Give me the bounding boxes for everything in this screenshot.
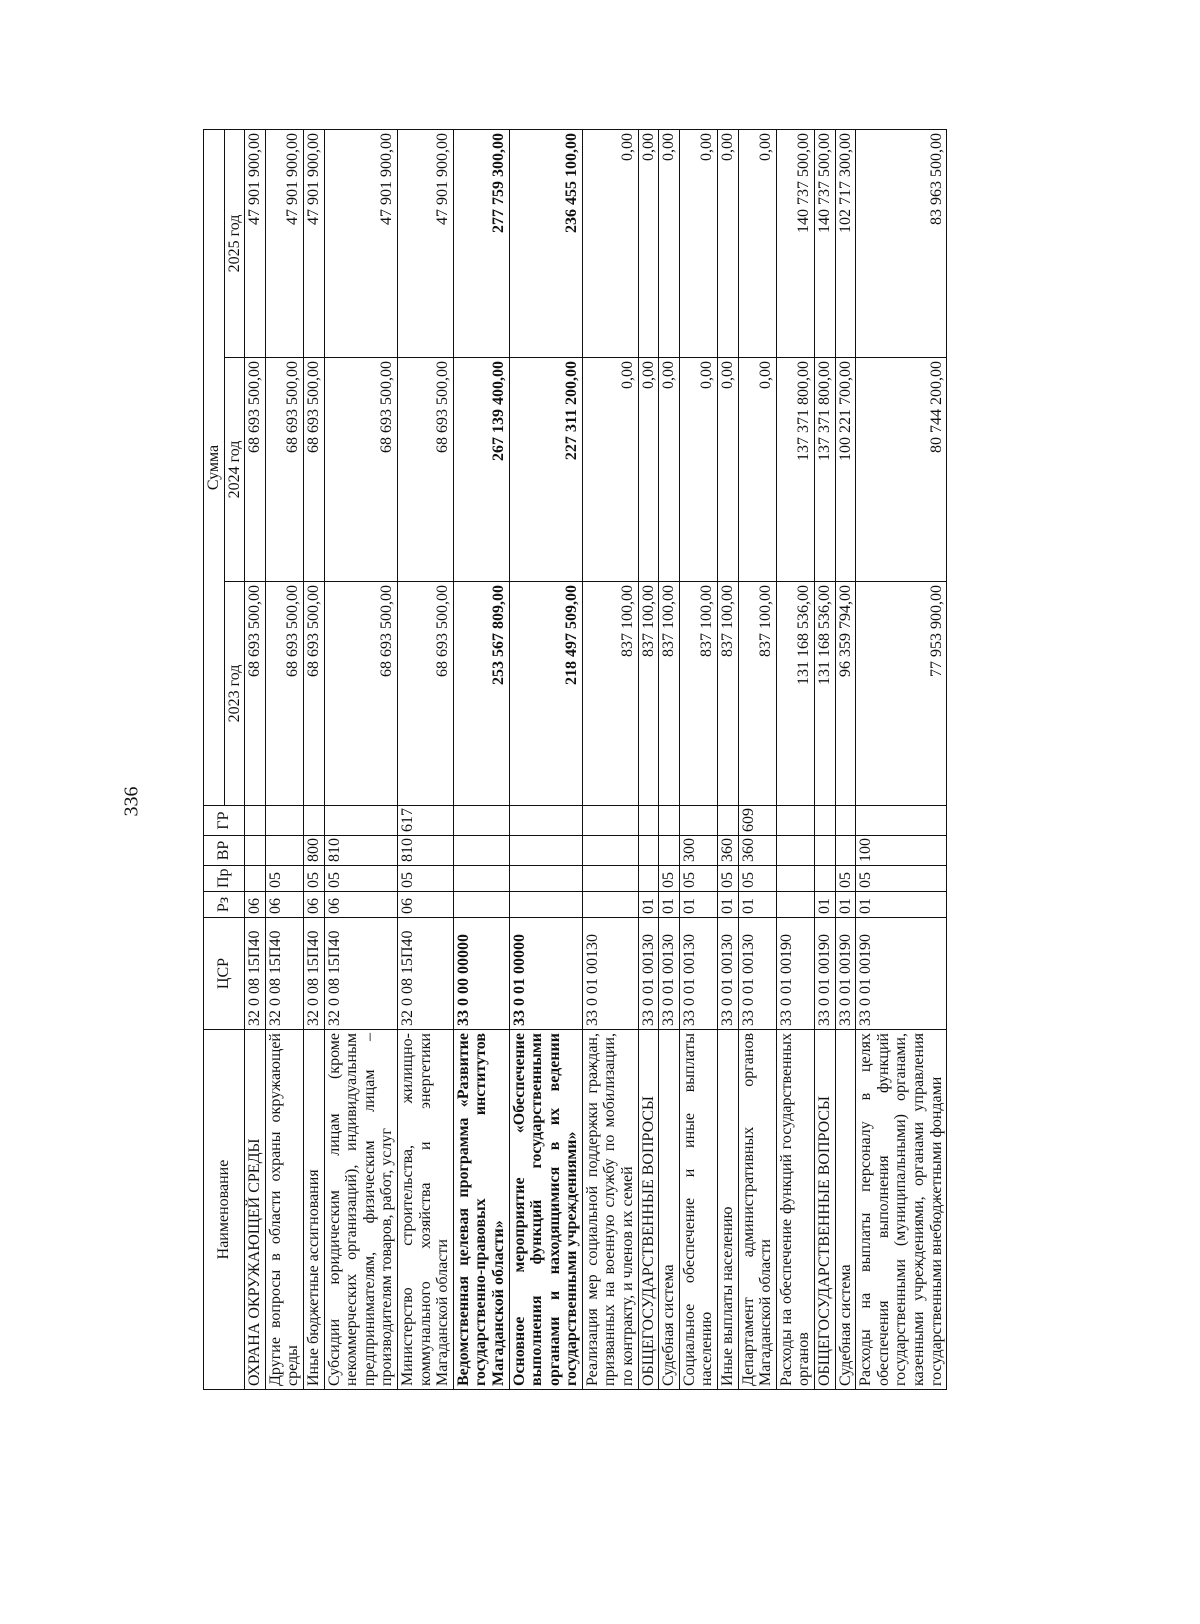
cell-csr: 32 0 08 15П40 — [245, 918, 266, 1030]
table-row — [324, 130, 397, 1390]
cell-rz: 01 — [638, 892, 659, 918]
cell-name: Судебная система — [659, 1030, 680, 1390]
cell-2025: 236 455 100,00 — [509, 130, 582, 358]
header-rz: Рз — [204, 892, 245, 918]
cell-gr — [835, 806, 856, 836]
cell-2023: 837 100,00 — [659, 582, 680, 806]
cell-2024: 0,00 — [582, 358, 638, 582]
cell-vr — [582, 836, 638, 866]
cell-csr: 33 0 01 00130 — [638, 918, 659, 1030]
cell-name: Министерство строительства, жилищно-коммунального хозяйства и энергетики Магаданской области — [397, 1030, 453, 1390]
cell-gr — [776, 806, 814, 836]
cell-csr: 33 0 01 00190 — [776, 918, 814, 1030]
cell-2025: 0,00 — [679, 130, 717, 358]
table-row — [509, 130, 582, 1390]
cell-2023: 837 100,00 — [679, 582, 717, 806]
cell-gr: 617 — [397, 806, 453, 836]
cell-pr: 05 — [303, 866, 324, 892]
cell-name: Субсидии юридическим лицам (кроме некоммерческих организаций), индивидуальным предпринимателям, физическим лицам – производителям товаров, работ, услуг — [324, 1030, 397, 1390]
cell-name: Основное мероприятие «Обеспечение выполнения функций государственными органами и находящимися в их ведении государственными учреждениями» — [509, 1030, 582, 1390]
cell-gr — [679, 806, 717, 836]
cell-csr: 33 0 01 00130 — [659, 918, 680, 1030]
cell-gr — [509, 806, 582, 836]
cell-pr: 05 — [856, 866, 947, 892]
cell-name: Расходы на выплаты персоналу в целях обеспечения выполнения функций государственными (муниципальными) органами, казенными учреждениями, органами управления государственными внебюджетными фондами — [856, 1030, 947, 1390]
cell-pr: 05 — [835, 866, 856, 892]
cell-vr: 800 — [303, 836, 324, 866]
cell-name: Ведомственная целевая программа «Развитие государственно-правовых институтов Магаданской области» — [453, 1030, 509, 1390]
cell-2023: 68 693 500,00 — [397, 582, 453, 806]
header-pr: Пр — [204, 866, 245, 892]
table-row — [776, 130, 814, 1390]
cell-gr — [582, 806, 638, 836]
cell-2024: 137 371 800,00 — [815, 358, 836, 582]
table-row — [856, 130, 947, 1390]
cell-pr — [776, 866, 814, 892]
cell-2025: 277 759 300,00 — [453, 130, 509, 358]
header-gr: ГР — [204, 806, 245, 836]
cell-2024: 68 693 500,00 — [265, 358, 303, 582]
cell-pr — [453, 866, 509, 892]
cell-2024: 100 221 700,00 — [835, 358, 856, 582]
cell-rz: 01 — [718, 892, 739, 918]
table-row — [659, 130, 680, 1390]
cell-gr: 609 — [738, 806, 776, 836]
cell-vr: 300 — [679, 836, 717, 866]
table-body — [245, 130, 947, 1390]
cell-2025: 47 901 900,00 — [324, 130, 397, 358]
cell-csr: 32 0 08 15П40 — [397, 918, 453, 1030]
cell-2023: 837 100,00 — [738, 582, 776, 806]
cell-2025: 0,00 — [718, 130, 739, 358]
cell-pr: 05 — [659, 866, 680, 892]
cell-pr — [638, 866, 659, 892]
table-row — [265, 130, 303, 1390]
table-row — [453, 130, 509, 1390]
cell-2025: 0,00 — [638, 130, 659, 358]
table-row — [815, 130, 836, 1390]
header-row — [204, 130, 225, 1390]
cell-name: Иные бюджетные ассигнования — [303, 1030, 324, 1390]
cell-csr: 32 0 08 15П40 — [303, 918, 324, 1030]
cell-vr — [659, 836, 680, 866]
table-row — [582, 130, 638, 1390]
cell-vr — [245, 836, 266, 866]
cell-2023: 96 359 794,00 — [835, 582, 856, 806]
cell-rz: 01 — [856, 892, 947, 918]
cell-2025: 0,00 — [659, 130, 680, 358]
cell-2025: 47 901 900,00 — [245, 130, 266, 358]
header-csr: ЦСР — [204, 918, 245, 1030]
cell-2025: 47 901 900,00 — [265, 130, 303, 358]
cell-gr — [856, 806, 947, 836]
cell-gr — [815, 806, 836, 836]
table-row — [835, 130, 856, 1390]
cell-csr: 33 0 01 00130 — [582, 918, 638, 1030]
cell-name: Другие вопросы в области охраны окружающей среды — [265, 1030, 303, 1390]
cell-rz: 01 — [738, 892, 776, 918]
cell-2024: 68 693 500,00 — [324, 358, 397, 582]
cell-2025: 47 901 900,00 — [303, 130, 324, 358]
cell-vr — [638, 836, 659, 866]
cell-csr: 32 0 08 15П40 — [324, 918, 397, 1030]
rotated-table-wrapper — [203, 130, 963, 1390]
cell-2023: 837 100,00 — [638, 582, 659, 806]
cell-gr — [638, 806, 659, 836]
cell-2024: 80 744 200,00 — [856, 358, 947, 582]
cell-gr — [453, 806, 509, 836]
cell-2023: 68 693 500,00 — [265, 582, 303, 806]
cell-gr — [303, 806, 324, 836]
cell-gr — [245, 806, 266, 836]
cell-rz: 06 — [245, 892, 266, 918]
cell-2025: 140 737 500,00 — [776, 130, 814, 358]
cell-vr: 810 — [324, 836, 397, 866]
cell-csr: 33 0 01 00130 — [718, 918, 739, 1030]
cell-2025: 83 963 500,00 — [856, 130, 947, 358]
cell-name: ОБЩЕГОСУДАРСТВЕННЫЕ ВОПРОСЫ — [815, 1030, 836, 1390]
cell-2023: 131 168 536,00 — [815, 582, 836, 806]
cell-name: Департамент административных органов Магаданской области — [738, 1030, 776, 1390]
cell-rz: 01 — [679, 892, 717, 918]
cell-pr: 05 — [397, 866, 453, 892]
cell-name: Расходы на обеспечение функций государственных органов — [776, 1030, 814, 1390]
cell-pr: 05 — [679, 866, 717, 892]
cell-name: ОХРАНА ОКРУЖАЮЩЕЙ СРЕДЫ — [245, 1030, 266, 1390]
cell-rz — [582, 892, 638, 918]
table-row — [679, 130, 717, 1390]
cell-name: Иные выплаты населению — [718, 1030, 739, 1390]
cell-2023: 218 497 509,00 — [509, 582, 582, 806]
cell-gr — [718, 806, 739, 836]
cell-csr: 33 0 01 00130 — [738, 918, 776, 1030]
cell-2024: 137 371 800,00 — [776, 358, 814, 582]
cell-2024: 0,00 — [679, 358, 717, 582]
cell-vr: 810 — [397, 836, 453, 866]
cell-pr — [815, 866, 836, 892]
cell-rz: 06 — [324, 892, 397, 918]
page-number: 336 — [120, 786, 143, 817]
cell-2023: 68 693 500,00 — [324, 582, 397, 806]
cell-vr — [815, 836, 836, 866]
cell-name: Социальное обеспечение и иные выплаты населению — [679, 1030, 717, 1390]
cell-vr — [776, 836, 814, 866]
table-row — [245, 130, 266, 1390]
cell-pr: 05 — [265, 866, 303, 892]
budget-table — [203, 129, 947, 1390]
table-row — [638, 130, 659, 1390]
cell-gr — [265, 806, 303, 836]
header-name: Наименование — [204, 1030, 245, 1390]
cell-rz: 06 — [265, 892, 303, 918]
cell-rz: 01 — [659, 892, 680, 918]
cell-name: ОБЩЕГОСУДАРСТВЕННЫЕ ВОПРОСЫ — [638, 1030, 659, 1390]
header-sum: Сумма — [204, 130, 225, 806]
cell-2024: 227 311 200,00 — [509, 358, 582, 582]
cell-name: Реализация мер социальной поддержки граждан, призванных на военную службу по мобилизации, по контракту, и членов их семей — [582, 1030, 638, 1390]
cell-vr: 100 — [856, 836, 947, 866]
cell-vr — [835, 836, 856, 866]
cell-2023: 68 693 500,00 — [303, 582, 324, 806]
cell-2024: 267 139 400,00 — [453, 358, 509, 582]
cell-pr: 05 — [738, 866, 776, 892]
cell-2025: 102 717 300,00 — [835, 130, 856, 358]
table-row — [303, 130, 324, 1390]
cell-vr — [265, 836, 303, 866]
table-row — [738, 130, 776, 1390]
cell-csr: 32 0 08 15П40 — [265, 918, 303, 1030]
table-row — [397, 130, 453, 1390]
cell-csr: 33 0 01 00190 — [835, 918, 856, 1030]
cell-2024: 0,00 — [718, 358, 739, 582]
cell-2023: 837 100,00 — [718, 582, 739, 806]
header-2025: 2025 год — [224, 130, 245, 358]
cell-vr: 360 — [718, 836, 739, 866]
cell-2023: 77 953 900,00 — [856, 582, 947, 806]
header-2024: 2024 год — [224, 358, 245, 582]
cell-rz: 01 — [835, 892, 856, 918]
cell-2025: 0,00 — [582, 130, 638, 358]
cell-2023: 68 693 500,00 — [245, 582, 266, 806]
cell-pr — [582, 866, 638, 892]
cell-2024: 0,00 — [738, 358, 776, 582]
cell-rz: 06 — [303, 892, 324, 918]
cell-csr: 33 0 01 00190 — [856, 918, 947, 1030]
cell-pr — [245, 866, 266, 892]
cell-2024: 68 693 500,00 — [397, 358, 453, 582]
cell-csr: 33 0 01 00000 — [509, 918, 582, 1030]
cell-rz — [509, 892, 582, 918]
header-2023: 2023 год — [224, 582, 245, 806]
cell-name: Судебная система — [835, 1030, 856, 1390]
cell-2023: 131 168 536,00 — [776, 582, 814, 806]
cell-2024: 0,00 — [659, 358, 680, 582]
cell-rz — [776, 892, 814, 918]
cell-2025: 0,00 — [738, 130, 776, 358]
cell-2025: 140 737 500,00 — [815, 130, 836, 358]
cell-csr: 33 0 01 00190 — [815, 918, 836, 1030]
cell-2023: 253 567 809,00 — [453, 582, 509, 806]
cell-vr — [453, 836, 509, 866]
cell-gr — [324, 806, 397, 836]
cell-2024: 0,00 — [638, 358, 659, 582]
cell-2024: 68 693 500,00 — [245, 358, 266, 582]
cell-csr: 33 0 00 00000 — [453, 918, 509, 1030]
cell-csr: 33 0 01 00130 — [679, 918, 717, 1030]
cell-2024: 68 693 500,00 — [303, 358, 324, 582]
cell-rz: 06 — [397, 892, 453, 918]
cell-rz: 01 — [815, 892, 836, 918]
cell-vr: 360 — [738, 836, 776, 866]
cell-pr — [509, 866, 582, 892]
cell-pr: 05 — [718, 866, 739, 892]
cell-gr — [659, 806, 680, 836]
cell-2025: 47 901 900,00 — [397, 130, 453, 358]
cell-pr: 05 — [324, 866, 397, 892]
header-vr: ВР — [204, 836, 245, 866]
table-row — [718, 130, 739, 1390]
cell-rz — [453, 892, 509, 918]
cell-vr — [509, 836, 582, 866]
cell-2023: 837 100,00 — [582, 582, 638, 806]
